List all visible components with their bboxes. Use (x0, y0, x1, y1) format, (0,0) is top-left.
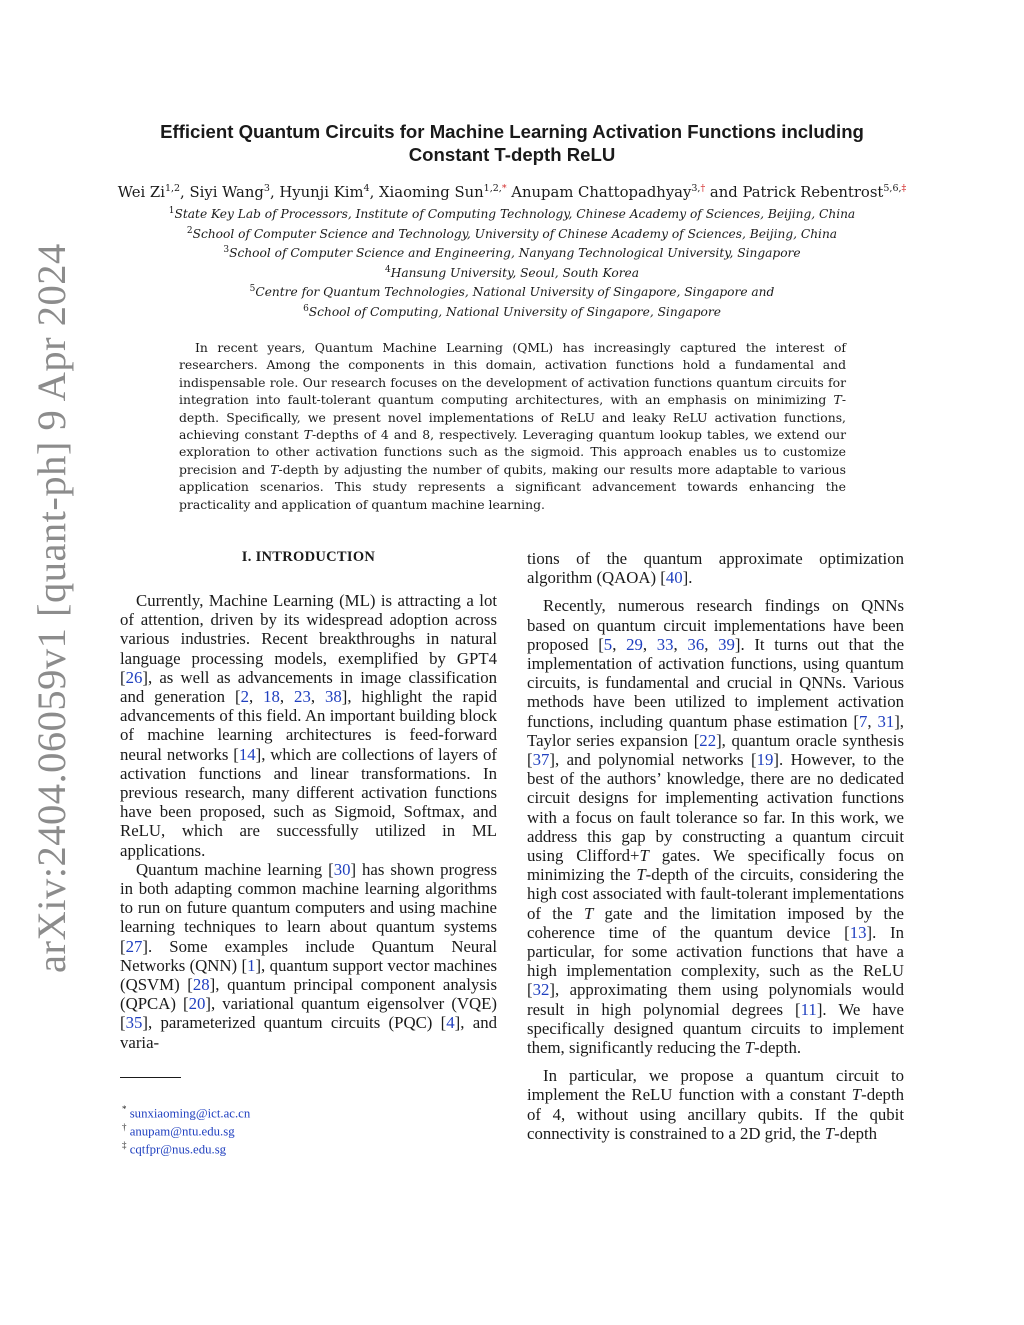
paragraph (120, 591, 497, 860)
citation-link[interactable]: 30 (333, 859, 351, 879)
citation-link[interactable]: 7 (858, 711, 868, 731)
text-run: ], which are collections of layers of activation functions and linear transformations. In previous research, many different activation functions have been proposed, such as Sigmoid, Softmax, and ReLU, which are successfully utilized in ML applications. (120, 744, 497, 860)
email-link[interactable]: anupam@ntu.edu.sg (129, 1124, 235, 1139)
text-run: -depth of 4, without using ancillary qubits. If the qubit connectivity is constrained to a 2D grid, the (527, 1085, 904, 1143)
text-run: Currently, Machine Learning (ML) is attracting a lot of attention, driven by its widespread adoption across various industries. Recent breakthroughs in natural language processing models, exemplified by GPT4 [ (120, 591, 497, 687)
paragraph (120, 860, 497, 1052)
footnote-link[interactable]: † (700, 183, 706, 194)
citation-link[interactable]: 20 (188, 994, 206, 1014)
text-run: ], parameterized quantum circuits (PQC) [ (142, 1013, 447, 1033)
text-run: T (824, 1123, 835, 1143)
affiliation: $^4$Hansung University, Seoul, South Korea (384, 265, 640, 281)
text-run: T (851, 1085, 862, 1105)
text-run: ], variational quantum eigensolver (VQE) [ (120, 994, 497, 1033)
text-run: gate and the limitation imposed by the coherence time of the quantum device [ (527, 903, 904, 942)
text-run: ], as well as advancements in image classification and generation [ (120, 667, 497, 707)
author: Siyi Wang$^3$, (189, 183, 280, 201)
text-run: ], quantum support vector machines (QSVM) [ (120, 955, 498, 995)
affiliation: $^6$School of Computing, National University of Singapore, Singapore (303, 304, 721, 320)
text-run: , (867, 711, 878, 731)
text-run: ], highlight the rapid advancements of this field. An important building block of machine learning architectures is feed-forward neural networks [ (120, 687, 498, 764)
footnote: * sunxiaoming@ict.ac.cn (122, 1104, 251, 1121)
citation-link[interactable]: 40 (665, 568, 683, 588)
text-run: -depth (834, 1123, 878, 1143)
email-link[interactable]: cqtfpr@nus.edu.sg (129, 1142, 227, 1157)
text-run: -depth. (753, 1038, 802, 1058)
paragraph (527, 596, 904, 1057)
affiliation: $^5$Centre for Quantum Technologies, National University of Singapore, Singapore and (249, 284, 775, 300)
author-list (100, 183, 924, 201)
text-run: Quantum machine learning [ (136, 859, 334, 879)
text-run: ], quantum principal component analysis (QPCA) [ (120, 975, 497, 1014)
citation-link[interactable]: 37 (532, 750, 550, 770)
text-run: T (636, 865, 646, 885)
citation-link[interactable]: 2 (240, 687, 249, 707)
author: Wei Zi$^{1,2}$, (117, 183, 190, 201)
text-run: ], approximating them using polynomials would result in high polynomial degrees [ (527, 980, 904, 1019)
author: Hyunji Kim$^4$, (279, 183, 379, 201)
affiliation: $^3$School of Computer Science and Engineering, Nanyang Technological University, Singapore (223, 245, 801, 261)
text-run: , (310, 687, 325, 707)
text-run: ]. It turns out that the implementation of activation functions, using quantum circuits, is fundamental and crucial in QNNs. Various methods have been utilized to implement activation functions, including quantum phase estimation [ (527, 634, 905, 731)
citation-link[interactable]: 13 (849, 922, 867, 942)
citation-link[interactable]: 5 (603, 634, 613, 654)
citation-link[interactable]: 38 (324, 687, 342, 707)
text-run: In particular, we propose a quantum circuit to implement the ReLU function with a constant (527, 1066, 904, 1105)
citation-link[interactable]: 22 (699, 730, 717, 750)
text-run: ]. We have specifically designed quantum circuits to implement them, significantly reducing the (527, 999, 904, 1058)
citation-link[interactable]: 11 (800, 999, 817, 1019)
footnote: ‡ cqtfpr@nus.edu.sg (122, 1140, 227, 1157)
citation-link[interactable]: 19 (756, 750, 774, 770)
text-run: ]. (682, 568, 693, 588)
text-run: Recently, numerous research findings on QNNs based on quantum circuit implementations have been proposed [ (527, 596, 904, 654)
text-run: ]. Some examples include Quantum Neural Networks (QNN) [ (120, 936, 497, 975)
text-run: T (583, 903, 594, 923)
footnote-link[interactable]: * (501, 183, 507, 194)
footnote: † anupam@ntu.edu.sg (122, 1122, 235, 1139)
right-column (527, 549, 904, 1143)
citation-link[interactable]: 35 (125, 1013, 143, 1033)
citation-link[interactable]: 31 (877, 711, 895, 731)
citation-link[interactable]: 28 (192, 975, 210, 995)
citation-link[interactable]: 1 (247, 955, 256, 975)
text-run: T (744, 1038, 754, 1058)
text-run: ]. In particular, for some activation functions that have a high implementation complexity, such as the ReLU [ (527, 922, 904, 1000)
text-run: ], quantum oracle synthesis [ (527, 730, 905, 770)
citation-link[interactable]: 27 (125, 936, 143, 956)
text-run: ] has shown progress in both adapting common machine learning algorithms to run on future quantum computers and using machine learning techniques to learn about quantum systems [ (120, 859, 497, 956)
text-run: -depth of the circuits, considering the high cost associated with fault-tolerant implementations of the (527, 865, 904, 923)
footnote-link[interactable]: ‡ (901, 183, 907, 194)
text-run: , (673, 634, 688, 654)
citation-link[interactable]: 29 (626, 634, 643, 654)
text-run: , (248, 687, 264, 707)
paragraph (527, 549, 904, 587)
arxiv-identifier-stamp: arXiv:2404.06059v1 [quant-ph] 9 Apr 2024 (29, 243, 74, 973)
text-run: ], and polynomial networks [ (549, 750, 757, 770)
citation-link[interactable]: 33 (656, 634, 674, 654)
citation-link[interactable]: 32 (532, 980, 550, 1000)
text-run: , (612, 634, 627, 654)
author: Patrick Rebentrost$^{5,6,\ddagger}$ (742, 183, 907, 201)
text-run: ], and varia- (120, 1013, 497, 1052)
text-run: ]. However, to the best of the authors’ knowledge, there are no dedicated circuit designs for implementing activation functions with a focus on fault tolerance so far. In this work, we address this gap by constructing a quantum circuit using Clifford+ (527, 750, 904, 866)
affiliation: $^2$School of Computer Science and Technology, University of Chinese Academy of Sciences, Beijing, China (186, 226, 838, 242)
citation-link[interactable]: 14 (238, 744, 256, 764)
paragraph (527, 1066, 904, 1143)
citation-link[interactable]: 26 (125, 667, 143, 687)
left-column (120, 591, 497, 1052)
citation-link[interactable]: 18 (263, 687, 280, 707)
footnote-rule (120, 1077, 181, 1078)
affiliation: $^1$State Key Lab of Processors, Institute of Computing Technology, Chinese Academy of Sciences, Beijing, China (168, 206, 856, 222)
email-link[interactable]: sunxiaoming@ict.ac.cn (129, 1106, 251, 1121)
text-run: , (704, 634, 719, 654)
citation-link[interactable]: 4 (446, 1013, 455, 1033)
citation-link[interactable]: 39 (718, 634, 735, 654)
text-run: gates. We specifically focus on minimizing the (527, 846, 904, 885)
paper-title: Efficient Quantum Circuits for Machine Learning Activation Functions including Constant T-depth ReLU (160, 121, 864, 165)
text-run: T (639, 846, 649, 866)
citation-link[interactable]: 36 (687, 634, 705, 654)
author: Anupam Chattopadhyay$^{3,\dagger}$ and (511, 183, 743, 201)
text-run: tions of the quantum approximate optimization algorithm (QAOA) [ (527, 549, 904, 588)
abstract: In recent years, Quantum Machine Learning (QML) has increasingly captured the interest of researchers. Among the components in this domain, activation functions hold a fundamental and indispensable role. Our research focuses on the development of activation functions quantum circuits for integration into fault-tolerant quantum computing architectures, with an emphasis on minimizing T-depth. Specifically, we present novel implementations of ReLU and leaky ReLU activation functions, achieving constant T-depths of 4 and 8, respectively. Leveraging quantum lookup tables, we extend our exploration to other activation functions such as the sigmoid. This approach enables us to customize precision and T-depth by adjusting the number of qubits, making our results more adaptable to various application scenarios. This study represents a significant advancement towards enhancing the practicality and application of quantum machine learning. (179, 340, 847, 512)
author: Xiaoming Sun$^{1,2,*}$ (379, 183, 507, 201)
section-heading: I. INTRODUCTION (241, 549, 376, 565)
text-run: , (279, 687, 295, 707)
text-run: ], Taylor series expansion [ (527, 711, 905, 750)
text-run: , (642, 634, 657, 654)
citation-link[interactable]: 23 (294, 687, 311, 707)
